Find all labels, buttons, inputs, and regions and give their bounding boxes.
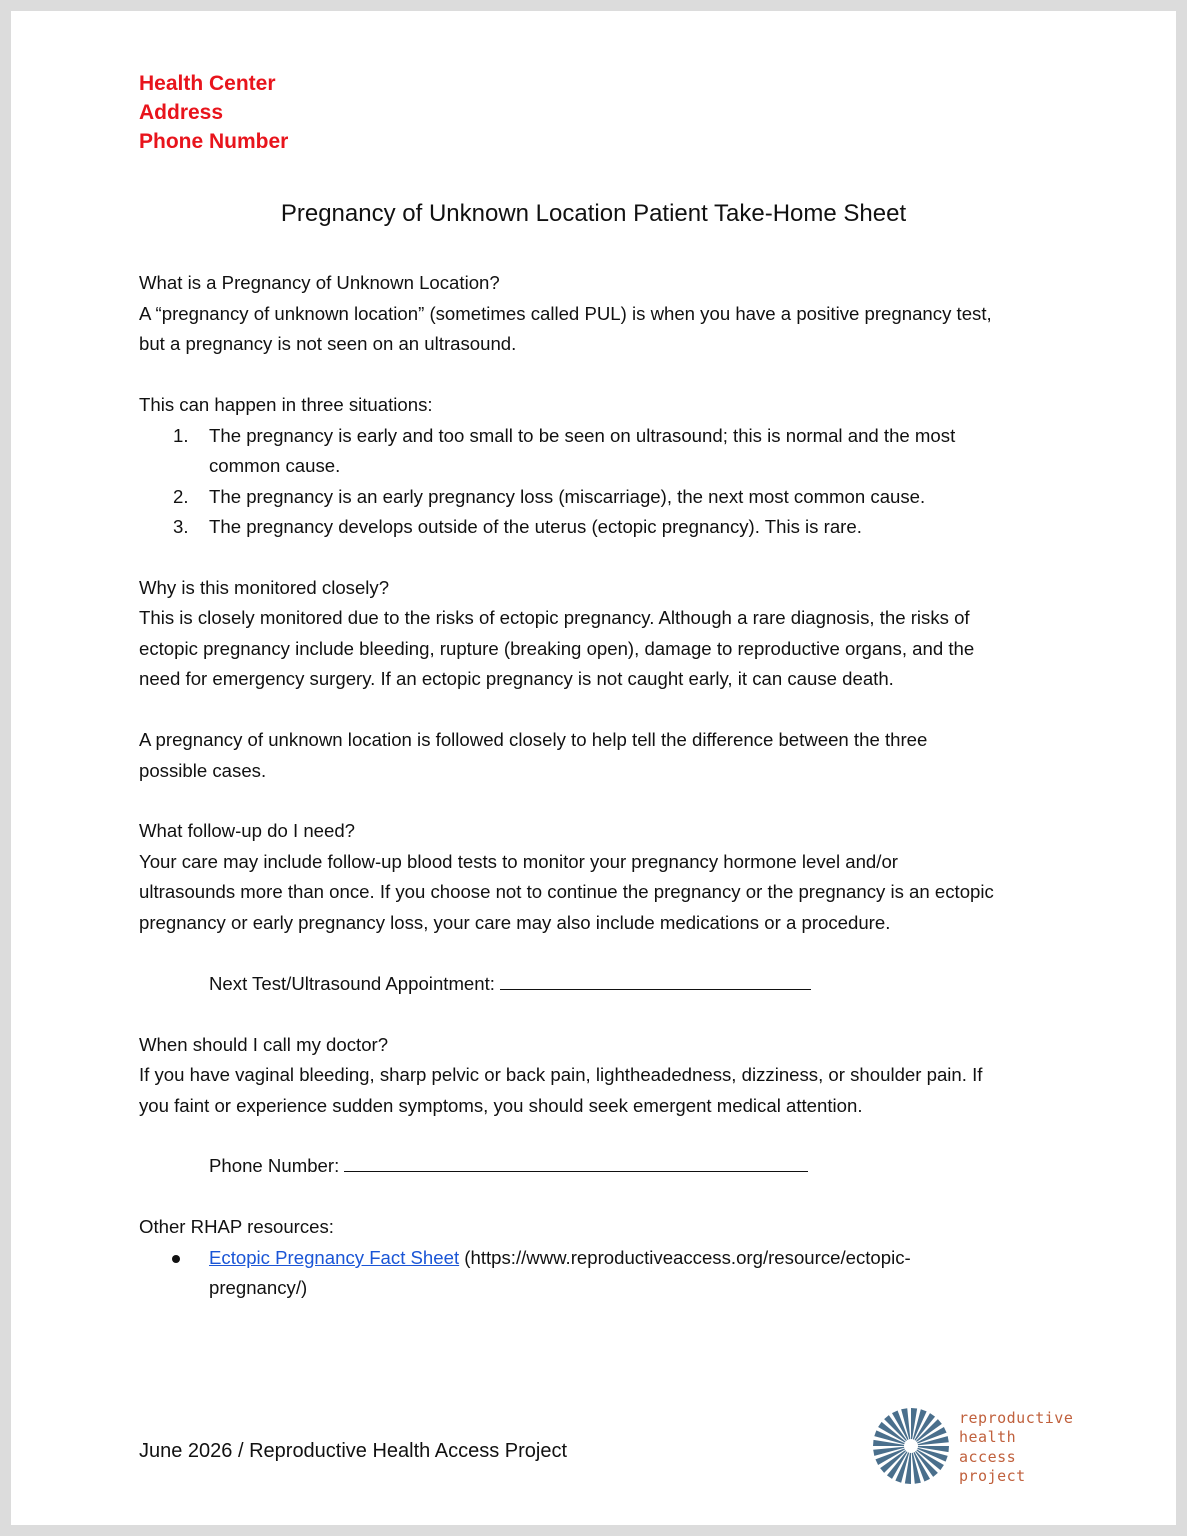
- paragraph-line: Your care may include follow-up blood tests to monitor your pregnancy hormone level and/or: [139, 851, 898, 872]
- list-number: 1.: [173, 425, 189, 446]
- list-number: 2.: [173, 486, 189, 507]
- bullet-icon: [172, 1255, 180, 1263]
- sunburst-logo-icon: [871, 1406, 951, 1486]
- section-heading-resources: Other RHAP resources:: [139, 1216, 334, 1237]
- list-item-continuation: common cause.: [209, 455, 341, 476]
- list-number: 3.: [173, 516, 189, 537]
- paragraph-line: possible cases.: [139, 760, 267, 781]
- appointment-label: Next Test/Ultrasound Appointment:: [209, 973, 495, 994]
- resource-url-continuation: pregnancy/): [209, 1277, 308, 1298]
- logo-text-line: health: [959, 1428, 1017, 1446]
- footer-citation: June 2026 / Reproductive Health Access Project: [139, 1440, 568, 1462]
- section-heading-what-is-pul: What is a Pregnancy of Unknown Location?: [139, 272, 500, 293]
- appointment-field: [209, 969, 811, 999]
- logo-text-line: access: [959, 1448, 1017, 1466]
- resource-list-item: [209, 1243, 911, 1273]
- logo-text-line: project: [959, 1467, 1026, 1485]
- document-page: [11, 11, 1176, 1525]
- phone-blank-line[interactable]: [344, 1151, 808, 1172]
- list-item: The pregnancy develops outside of the uterus (ectopic pregnancy). This is rare.: [209, 516, 862, 537]
- phone-field: [209, 1151, 808, 1181]
- paragraph-line: you faint or experience sudden symptoms, you should seek emergent medical attention.: [139, 1095, 863, 1116]
- list-item: The pregnancy is an early pregnancy loss (miscarriage), the next most common cause.: [209, 486, 926, 507]
- ectopic-fact-sheet-link[interactable]: Ectopic Pregnancy Fact Sheet: [209, 1247, 460, 1268]
- paragraph-line: ectopic pregnancy include bleeding, rupture (breaking open), damage to reproductive organs, and the: [139, 638, 975, 659]
- resource-url-text: (https://www.reproductiveaccess.org/resource/ectopic-: [459, 1247, 911, 1268]
- paragraph-line: ultrasounds more than once. If you choose not to continue the pregnancy or the pregnancy is an ectopic: [139, 881, 994, 902]
- paragraph-line: but a pregnancy is not seen on an ultrasound.: [139, 333, 517, 354]
- list-item: The pregnancy is early and too small to be seen on ultrasound; this is normal and the most: [209, 425, 956, 446]
- section-heading-situations: This can happen in three situations:: [139, 394, 433, 415]
- logo-text-line: reproductive: [959, 1409, 1074, 1427]
- paragraph-line: pregnancy or early pregnancy loss, your care may also include medications or a procedure.: [139, 912, 891, 933]
- paragraph-line: need for emergency surgery. If an ectopic pregnancy is not caught early, it can cause death.: [139, 668, 894, 689]
- paragraph-line: A “pregnancy of unknown location” (sometimes called PUL) is when you have a positive pregnancy test,: [139, 303, 992, 324]
- section-heading-follow-up: What follow-up do I need?: [139, 820, 356, 841]
- health-center-label: Health Center: [139, 72, 276, 95]
- page-title: Pregnancy of Unknown Location Patient Take-Home Sheet: [280, 200, 907, 227]
- paragraph-line: A pregnancy of unknown location is followed closely to help tell the difference between the three: [139, 729, 928, 750]
- address-label: Address: [139, 101, 224, 124]
- section-heading-monitored: Why is this monitored closely?: [139, 577, 390, 598]
- paragraph-line: If you have vaginal bleeding, sharp pelvic or back pain, lightheadedness, dizziness, or shoulder pain. If: [139, 1064, 983, 1085]
- phone-label: Phone Number:: [209, 1155, 340, 1176]
- appointment-blank-line[interactable]: [500, 969, 811, 990]
- phone-number-label: Phone Number: [139, 130, 289, 153]
- paragraph-line: This is closely monitored due to the risks of ectopic pregnancy. Although a rare diagnosis, the risks of: [139, 607, 970, 628]
- section-heading-call-doctor: When should I call my doctor?: [139, 1034, 389, 1055]
